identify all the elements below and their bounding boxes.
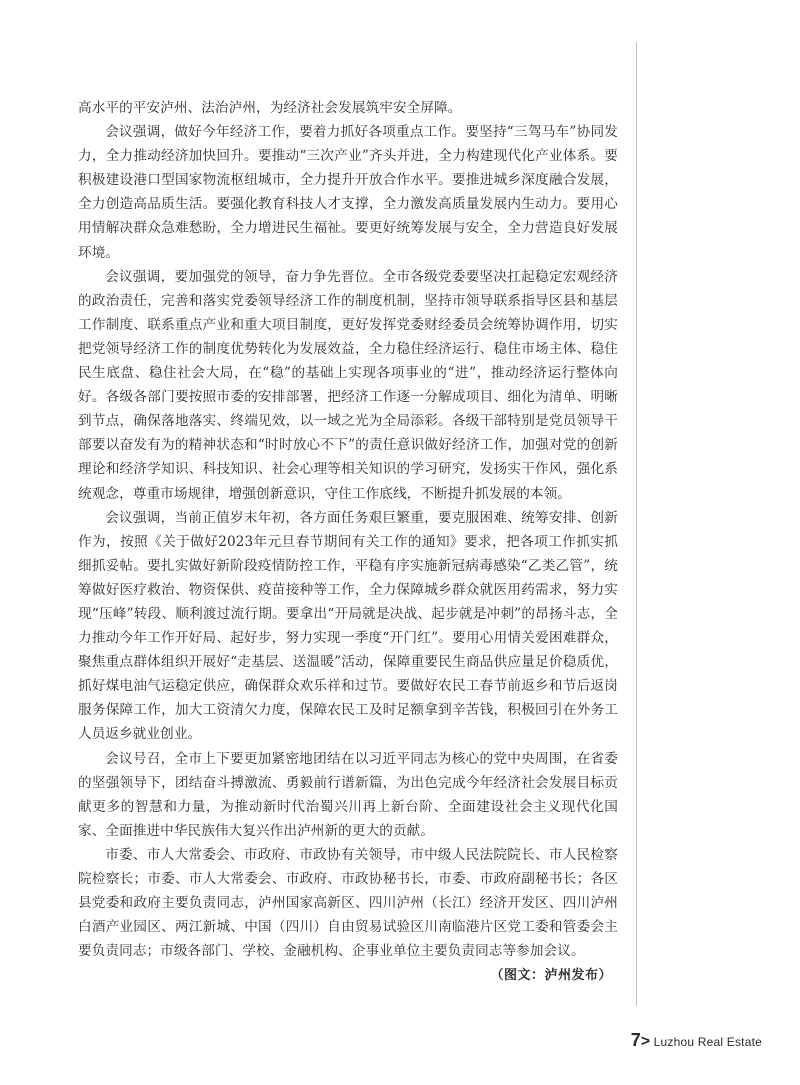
article-paragraph: 会议强调，要加强党的领导，奋力争先晋位。全市各级党委要坚决扛起稳定宏观经济的政治责任，完善和落实党委领导经济工作的制度机制，坚持市领导联系指导区县和基层工作制度、联系重点产业和重大项目制度，更好发挥党委财经委员会统筹协调作用，切实把党领导经济工作的制度优势转化为发展效益，全力稳住经济运行、稳住市场主体、稳住民生底盘、稳住社会大局，在“稳”的基础上实现各项事业的“进”，推动经济运行整体向好。各级各部门要按照市委的安排部署，把经济工作逐一分解成项目、细化为清单、明晰到节点，确保落地落实、终端见效，以一域之光为全局添彩。各级干部特别是党员领导干部要以奋发有为的精神状态和“时时放心不下”的责任意识做好经济工作，加强对党的创新理论和经济学知识、科技知识、社会心理等相关知识的学习研究，发扬实干作风，强化系统观念，尊重市场规律，增强创新意识，守住工作底线，不断提升抓发展的本领。: [78, 268, 618, 502]
article-source-credit: （图文：泸州发布）: [490, 968, 612, 983]
article-paragraph: 市委、市人大常委会、市政府、市政协有关领导，市中级人民法院院长、市人民检察院检察长；市委、市人大常委会、市政府、市政协秘书长，市委、市政府副秘书长；各区县党委和政府主要负责同志，泸州国家高新区、四川泸州（长江）经济开发区、四川泸州白酒产业园区、两江新城、中国（四川）自由贸易试验区川南临港片区党工委和管委会主要负责同志；市级各部门、学校、金融机构、企事业单位主要负责同志等参加会议。: [78, 846, 618, 960]
page-number: 7: [630, 1030, 641, 1050]
article-paragraph: 高水平的平安泸州、法治泸州，为经济社会发展筑牢安全屏障。: [78, 100, 462, 116]
article-paragraph: 会议号召，全市上下要更加紧密地团结在以习近平同志为核心的党中央周围，在省委的坚强领导下，团结奋斗搏激流、勇毅前行谱新篇，为出色完成今年经济社会发展目标贡献更多的智慧和力量，为推动新时代治蜀兴川再上新台阶、全面建设社会主义现代化国家、全面推进中华民族伟大复兴作出泸州新的更大的贡献。: [78, 750, 618, 839]
column-divider: [636, 42, 637, 1006]
publication-name: Luzhou Real Estate: [650, 1035, 762, 1049]
page-footer: [631, 1030, 762, 1052]
article-paragraph: 会议强调，当前正值岁末年初，各方面任务艰巨繁重，要克服困难、统筹安排、创新作为，按照《关于做好2023年元旦春节期间有关工作的通知》要求，把各项工作抓实抓细抓妥帖。要扎实做好新阶段疫情防控工作，平稳有序实施新冠病毒感染“乙类乙管”，统筹做好医疗救治、物资保供、疫苗接种等工作，全力保障城乡群众就医用药需求，努力实现“压峰”转段、顺利渡过流行期。要拿出“开局就是决战、起步就是冲刺”的昂扬斗志，全力推动今年工作开好局、起好步，努力实现一季度“开门红”。要用心用情关爱困难群众，聚焦重点群体组织开展好“走基层、送温暖”活动，保障重要民生商品供应量足价稳质优，抓好煤电油气运稳定供应，确保群众欢乐祥和过节。要做好农民工春节前返乡和节后返岗服务保障工作，加大工资清欠力度，保障农民工及时足额拿到辛苦钱，积极回引在外务工人员返乡就业创业。: [78, 509, 618, 743]
article-paragraph: 会议强调，做好今年经济工作，要着力抓好各项重点工作。要坚持“三驾马车”协同发力，全力推动经济加快回升。要推动“三次产业”齐头并进，全力构建现代化产业体系。要积极建设港口型国家物流枢纽城市，全力提升开放合作水平。要推进城乡深度融合发展，全力创造高品质生活。要强化教育科技人才支撑，全力激发高质量发展内生动力。要用心用情解决群众急难愁盼，全力增进民生福祉。要更好统筹发展与安全，全力营造良好发展环境。: [78, 124, 618, 261]
arrow-icon: >: [640, 1033, 651, 1050]
article-body: [78, 96, 618, 963]
